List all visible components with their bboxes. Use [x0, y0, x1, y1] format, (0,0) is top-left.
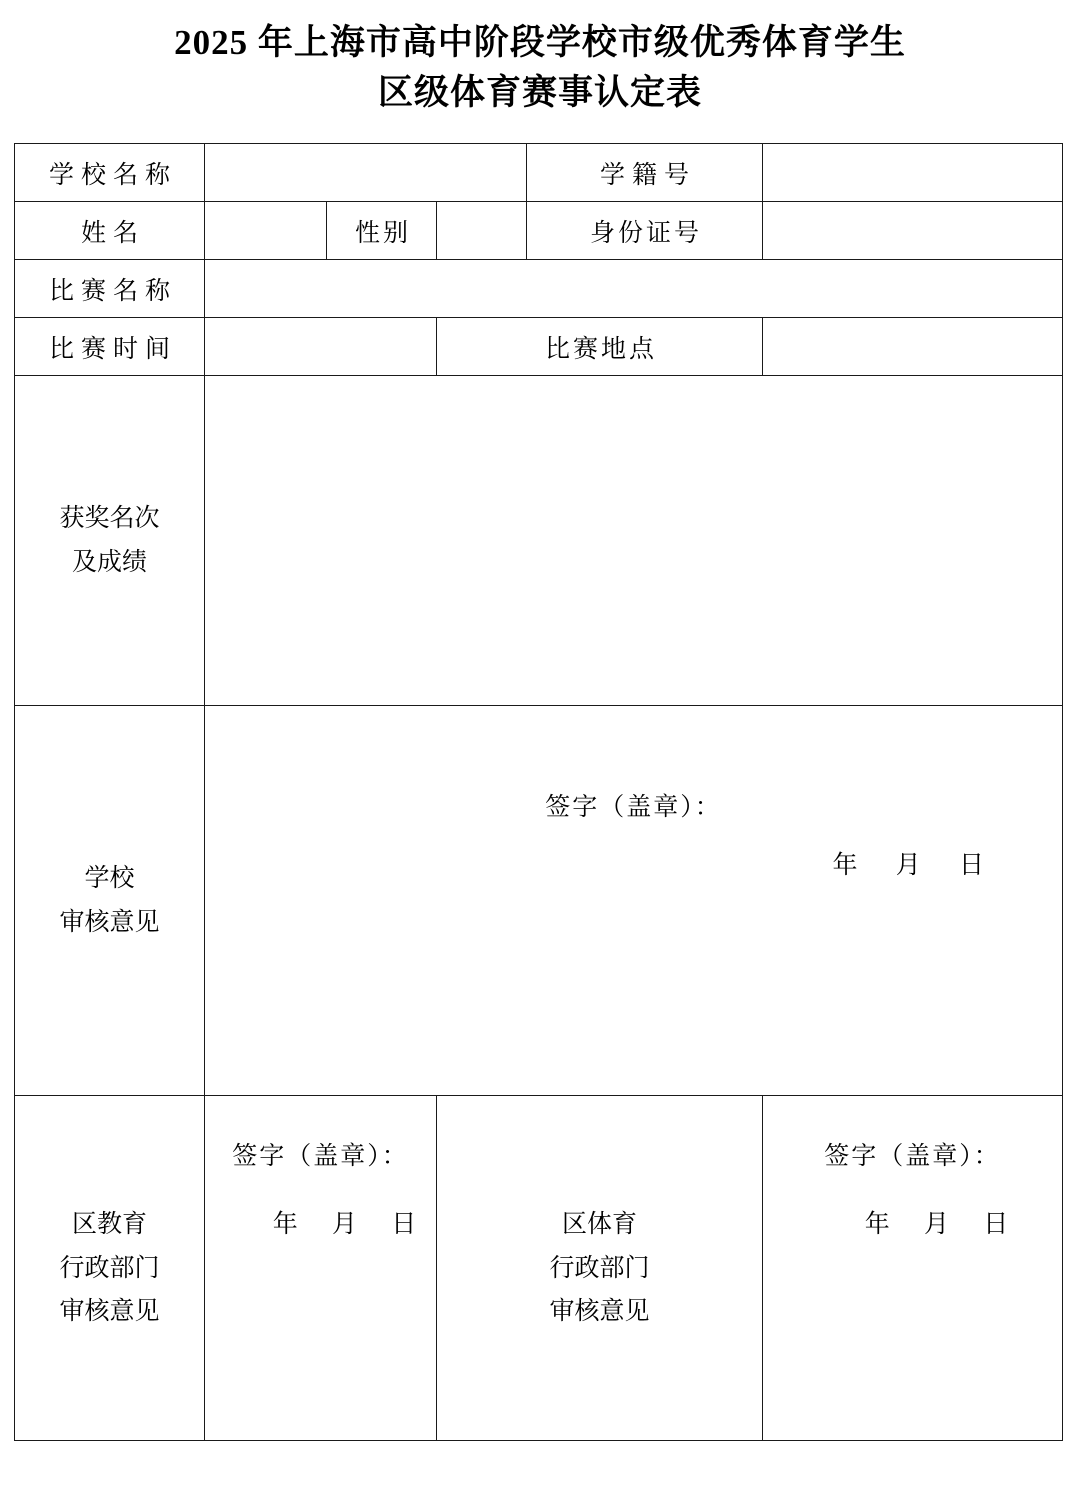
- field-id-number[interactable]: [763, 202, 1063, 260]
- title-line-1: 2025 年上海市高中阶段学校市级优秀体育学生: [174, 23, 906, 62]
- date-day-label: 日: [391, 1211, 417, 1239]
- table-row: [15, 202, 1063, 260]
- date-day-label: 日: [959, 851, 987, 879]
- date-year-label: 年: [272, 1211, 298, 1239]
- field-student-id[interactable]: [763, 144, 1063, 202]
- label-school-review: [15, 706, 205, 1096]
- date-month-label: 月: [924, 1211, 950, 1239]
- sports-dept-signature-label: 签字（盖章）：: [824, 1143, 1001, 1171]
- label-student-id: 学籍号: [527, 144, 763, 202]
- label-competition-place: 比赛地点: [437, 318, 763, 376]
- field-name[interactable]: [205, 202, 327, 260]
- label-edu-dept-line-2: 行政部门: [59, 1254, 160, 1282]
- school-signature-label: 签字（盖章）：: [545, 793, 722, 821]
- school-review-date: [818, 845, 1000, 881]
- field-competition-place[interactable]: [763, 318, 1063, 376]
- label-award-rank: [15, 376, 205, 706]
- label-competition-name: 比赛名称: [15, 260, 205, 318]
- label-edu-dept-line-1: 区教育: [71, 1210, 147, 1238]
- label-sports-dept-line-1: 区体育: [562, 1210, 638, 1238]
- table-row: [15, 1096, 1063, 1441]
- edu-dept-signature-label: 签字（盖章）：: [232, 1143, 409, 1171]
- field-competition-name[interactable]: [205, 260, 1063, 318]
- field-gender[interactable]: [437, 202, 527, 260]
- label-competition-time: 比赛时间: [15, 318, 205, 376]
- label-sports-dept-line-2: 行政部门: [549, 1254, 650, 1282]
- field-competition-time[interactable]: [205, 318, 437, 376]
- title-line-2: 区级体育赛事认定表: [377, 72, 702, 112]
- label-school-name: 学校名称: [15, 144, 205, 202]
- certification-form-table: [14, 143, 1063, 1441]
- field-school-review[interactable]: [205, 706, 1063, 1096]
- table-row: [15, 318, 1063, 376]
- date-month-label: 月: [331, 1211, 357, 1239]
- label-sports-dept-line-3: 审核意见: [549, 1298, 650, 1326]
- table-row: [15, 260, 1063, 318]
- date-year-label: 年: [832, 851, 860, 879]
- date-month-label: 月: [895, 851, 923, 879]
- label-award-rank-line-1: 获奖名次: [59, 505, 160, 533]
- page-title: [14, 18, 1066, 117]
- field-sports-dept-review[interactable]: [763, 1096, 1063, 1441]
- label-school-review-line-1: 学校: [84, 865, 135, 893]
- label-id-number: 身份证号: [527, 202, 763, 260]
- label-gender: 性别: [327, 202, 437, 260]
- field-award-rank[interactable]: [205, 376, 1063, 706]
- edu-dept-date: [205, 1204, 436, 1240]
- date-day-label: 日: [983, 1211, 1009, 1239]
- table-row: [15, 144, 1063, 202]
- field-edu-dept-review[interactable]: [205, 1096, 437, 1441]
- label-award-rank-line-2: 及成绩: [71, 548, 147, 576]
- label-edu-dept-line-3: 审核意见: [59, 1298, 160, 1326]
- sports-dept-date: [763, 1204, 1062, 1240]
- label-name: 姓名: [15, 202, 205, 260]
- table-row: [15, 706, 1063, 1096]
- date-year-label: 年: [864, 1211, 890, 1239]
- field-school-name[interactable]: [205, 144, 527, 202]
- table-row: [15, 376, 1063, 706]
- label-sports-dept-review: [437, 1096, 763, 1441]
- label-edu-dept-review: [15, 1096, 205, 1441]
- label-school-review-line-2: 审核意见: [59, 908, 160, 936]
